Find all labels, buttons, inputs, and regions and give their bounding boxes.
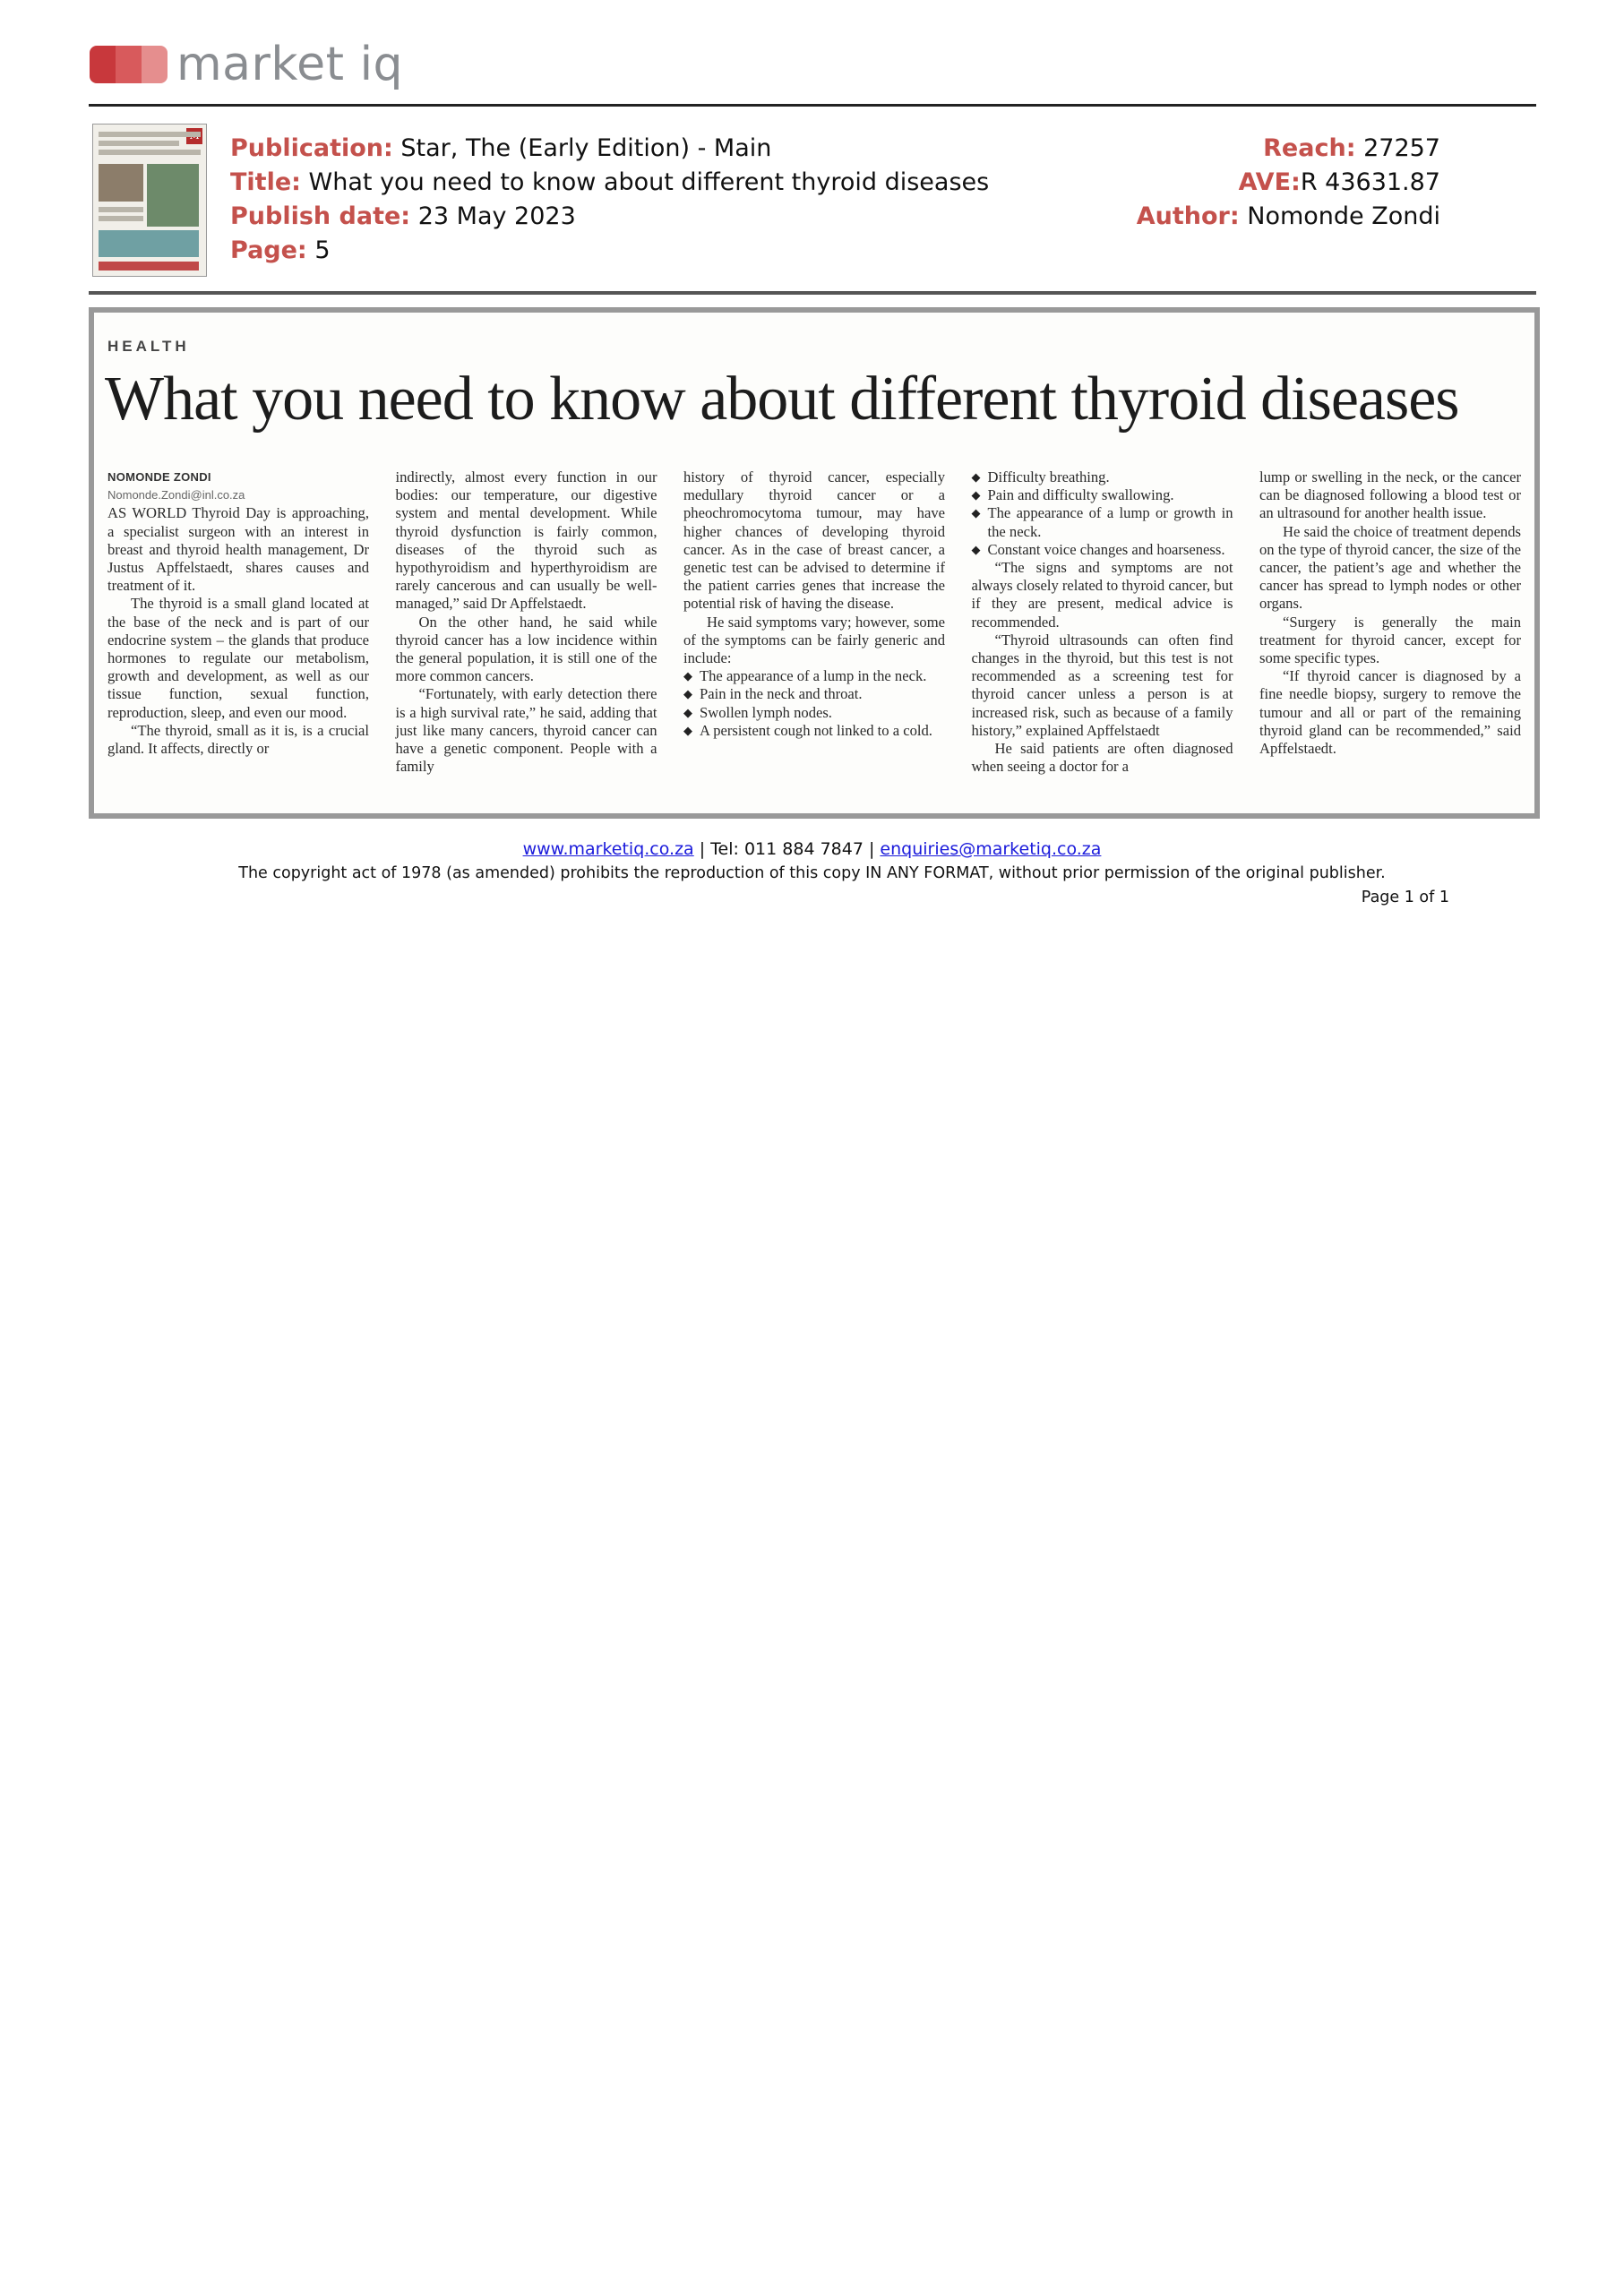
publication-metadata (230, 132, 989, 268)
page-count: Page 1 of 1 (1361, 889, 1449, 906)
article-column-5 (1259, 468, 1521, 800)
author-row: Author: Nomonde Zondi (1136, 202, 1440, 230)
page-row: Page: 5 (230, 236, 331, 264)
reach-row: Reach: 27257 (1263, 134, 1440, 162)
list-item: ◆ Difficulty breathing. (972, 468, 1233, 486)
article-column-4 (972, 468, 1233, 800)
paragraph: indirectly, almost every function in our bodies: our temperature, our digestive system and mental development. While thyroid dysfunction is fairly common, diseases of the thyroid such as hypothyroidism and hyperthyroidism are rarely cancerous and can usually be well-managed,” said Dr Apffelstaedt. (395, 468, 657, 613)
paragraph: “If thyroid cancer is diagnosed by a fine needle biopsy, surgery to remove the tumour and all or part of the remaining thyroid gland can be recommended,” said Apffelstaedt. (1259, 667, 1521, 758)
paragraph: “Thyroid ultrasounds can often find changes in the thyroid, but this test is not recommended as a screening test for thyroid cancer unless a person is at increased risk, such as because of a family history,” explained Apffelstaedt (971, 631, 1233, 739)
paragraph: The thyroid is a small gland located at the base of the neck and is part of our endocrine system – the glands that produce hormones to regulate our metabolism, growth and development, as well as our tissue function, sexual function, reproduction, sleep, and even our mood. (107, 595, 369, 721)
footer-contact (0, 839, 1624, 859)
paragraph: “Surgery is generally the main treatment for thyroid cancer, except for some specific types. (1259, 613, 1521, 667)
list-item: ◆ Pain and difficulty swallowing. (972, 486, 1233, 504)
paragraph: He said symptoms vary; however, some of the symptoms can be fairly generic and include: (683, 613, 945, 667)
logo-mark-icon (90, 46, 168, 83)
website-link[interactable]: www.marketiq.co.za (522, 839, 694, 859)
list-item: ◆ Constant voice changes and hoarseness. (972, 541, 1233, 559)
article-clipping (89, 307, 1540, 819)
ave-row: AVE:R 43631.87 (1238, 168, 1440, 196)
newspaper-page-thumbnail (92, 124, 207, 277)
list-item: ◆ The appearance of a lump in the neck. (683, 667, 945, 685)
reach-metadata (1030, 132, 1440, 234)
publish-date-row: Publish date: 23 May 2023 (230, 202, 576, 230)
paragraph: history of thyroid cancer, especially medullary thyroid cancer or a pheochromocytoma tumour, may have higher chances of developing thyroid cancer. As in the case of breast cancer, a genetic test can be advised to determine if the patient carries genes that increase the potential risk of having the disease. (683, 468, 945, 613)
metadata-divider (89, 291, 1536, 295)
symptom-list (683, 667, 945, 740)
paragraph: AS WORLD Thyroid Day is approaching, a specialist surgeon with an interest in breast and thyroid health management, Dr Justus Apffelstaedt, shares causes and treatment of it. (107, 504, 369, 595)
article-columns (107, 468, 1521, 800)
article-headline: What you need to know about different thyroid diseases (105, 365, 1459, 434)
paragraph: “Fortunately, with early detection there is a high survival rate,” he said, adding that just like many cancers, thyroid cancer can have a genetic component. People with a family (395, 685, 657, 776)
telephone-text: | Tel: 011 884 7847 | (693, 839, 881, 859)
paragraph: He said the choice of treatment depends on the type of thyroid cancer, the size of the cancer, the patient’s age and whether the cancer has spread to lymph nodes or other organs. (1259, 522, 1521, 613)
byline: NOMONDE ZONDI (107, 470, 211, 484)
symptom-list-continued (972, 468, 1233, 559)
copyright-notice: The copyright act of 1978 (as amended) prohibits the reproduction of this copy IN ANY FORMAT, without prior permission of the original publisher. (238, 864, 1386, 882)
paragraph: lump or swelling in the neck, or the cancer can be diagnosed following a blood test or an ultrasound for another health issue. (1259, 468, 1521, 522)
title-row: Title: What you need to know about different thyroid diseases (230, 168, 990, 196)
paragraph: “The signs and symptoms are not always closely related to thyroid cancer, but if they are present, medical advice is recommended. (971, 559, 1233, 631)
header-divider (89, 104, 1536, 107)
market-iq-logo (90, 38, 403, 91)
list-item: ◆ Swollen lymph nodes. (683, 704, 945, 722)
paragraph: On the other hand, he said while thyroid cancer has a low incidence within the general population, it is still one of the more common cancers. (395, 613, 657, 685)
paragraph: He said patients are often diagnosed when seeing a doctor for a (971, 740, 1233, 776)
article-column-1 (107, 468, 369, 800)
byline-email: Nomonde.Zondi@inl.co.za (107, 488, 245, 502)
article-column-3 (683, 468, 945, 800)
logo-wordmark: market iq (176, 38, 404, 91)
list-item: ◆ Pain in the neck and throat. (683, 685, 945, 703)
section-kicker: HEALTH (107, 338, 190, 355)
list-item: ◆ The appearance of a lump or growth in the neck. (972, 504, 1233, 540)
list-item: ◆ A persistent cough not linked to a cold. (683, 722, 945, 740)
publication-row: Publication: Star, The (Early Edition) - Main (230, 134, 772, 162)
article-column-2 (396, 468, 657, 800)
paragraph: “The thyroid, small as it is, is a crucial gland. It affects, directly or (107, 721, 369, 758)
email-link[interactable]: enquiries@marketiq.co.za (880, 839, 1102, 859)
